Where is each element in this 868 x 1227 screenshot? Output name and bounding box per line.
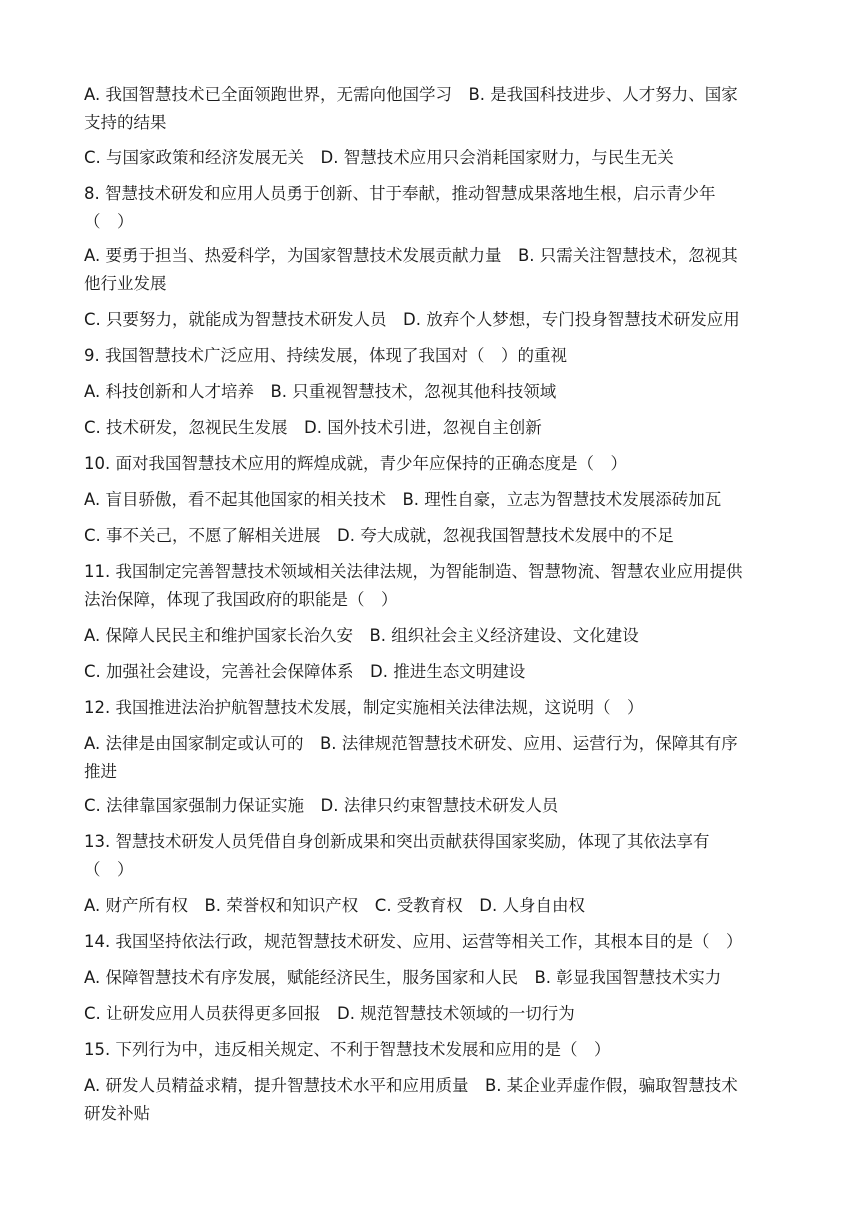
text-line: （ ）	[84, 212, 134, 231]
question-15-line: 15. 下列行为中，违反相关规定、不利于智慧技术发展和应用的是（ ）	[84, 1040, 611, 1059]
text-line: A. 我国智慧技术已全面领跑世界，无需向他国学习 B. 是我国科技进步、人才努力、国家	[84, 85, 738, 104]
question-9-line: 9. 我国智慧技术广泛应用、持续发展，体现了我国对（ ）的重视	[84, 346, 567, 365]
text-line: 推进	[84, 762, 117, 781]
text-line: （ ）	[84, 860, 134, 879]
text-line: A. 法律是由国家制定或认可的 B. 法律规范智慧技术研发、应用、运营行为，保障其有序	[84, 734, 738, 753]
text-line: 研发补贴	[84, 1104, 150, 1123]
text-line: C. 事不关己，不愿了解相关进展 D. 夸大成就，忽视我国智慧技术发展中的不足	[84, 526, 674, 545]
text-line: 支持的结果	[84, 113, 167, 132]
text-line: A. 要勇于担当、热爱科学，为国家智慧技术发展贡献力量 B. 只需关注智慧技术，忽视其	[84, 246, 738, 265]
text-line: C. 与国家政策和经济发展无关 D. 智慧技术应用只会消耗国家财力，与民生无关	[84, 148, 674, 167]
text-line: C. 法律靠国家强制力保证实施 D. 法律只约束智慧技术研发人员	[84, 796, 559, 815]
text-line: C. 加强社会建设，完善社会保障体系 D. 推进生态文明建设	[84, 662, 526, 681]
text-line: A. 保障人民民主和维护国家长治久安 B. 组织社会主义经济建设、文化建设	[84, 626, 639, 645]
question-8-line: 8. 智慧技术研发和应用人员勇于创新、甘于奉献，推动智慧成果落地生根，启示青少年	[84, 184, 716, 203]
text-line: 法治保障，体现了我国政府的职能是（ ）	[84, 590, 398, 609]
question-12-line: 12. 我国推进法治护航智慧技术发展，制定实施相关法律法规，这说明（ ）	[84, 698, 644, 717]
text-line: A. 研发人员精益求精，提升智慧技术水平和应用质量 B. 某企业弄虚作假，骗取智慧技术	[84, 1076, 738, 1095]
text-line: A. 财产所有权 B. 荣誉权和知识产权 C. 受教育权 D. 人身自由权	[84, 896, 586, 915]
question-11-line: 11. 我国制定完善智慧技术领域相关法律法规，为智能制造、智慧物流、智慧农业应用提供	[84, 562, 743, 581]
question-14-line: 14. 我国坚持依法行政，规范智慧技术研发、应用、运营等相关工作，其根本目的是（ ）	[84, 932, 743, 951]
text-line: C. 让研发应用人员获得更多回报 D. 规范智慧技术领域的一切行为	[84, 1004, 575, 1023]
text-line: C. 技术研发，忽视民生发展 D. 国外技术引进，忽视自主创新	[84, 418, 542, 437]
text-line: C. 只要努力，就能成为智慧技术研发人员 D. 放弃个人梦想，专门投身智慧技术研发应用	[84, 310, 740, 329]
question-10-line: 10. 面对我国智慧技术应用的辉煌成就，青少年应保持的正确态度是（ ）	[84, 454, 627, 473]
text-line: A. 保障智慧技术有序发展，赋能经济民生，服务国家和人民 B. 彰显我国智慧技术实力	[84, 968, 722, 987]
text-line: A. 盲目骄傲，看不起其他国家的相关技术 B. 理性自豪，立志为智慧技术发展添砖加瓦	[84, 490, 722, 509]
text-line: 他行业发展	[84, 274, 167, 293]
question-13-line: 13. 智慧技术研发人员凭借自身创新成果和突出贡献获得国家奖励，体现了其依法享有	[84, 832, 710, 851]
text-line: A. 科技创新和人才培养 B. 只重视智慧技术，忽视其他科技领域	[84, 382, 557, 401]
